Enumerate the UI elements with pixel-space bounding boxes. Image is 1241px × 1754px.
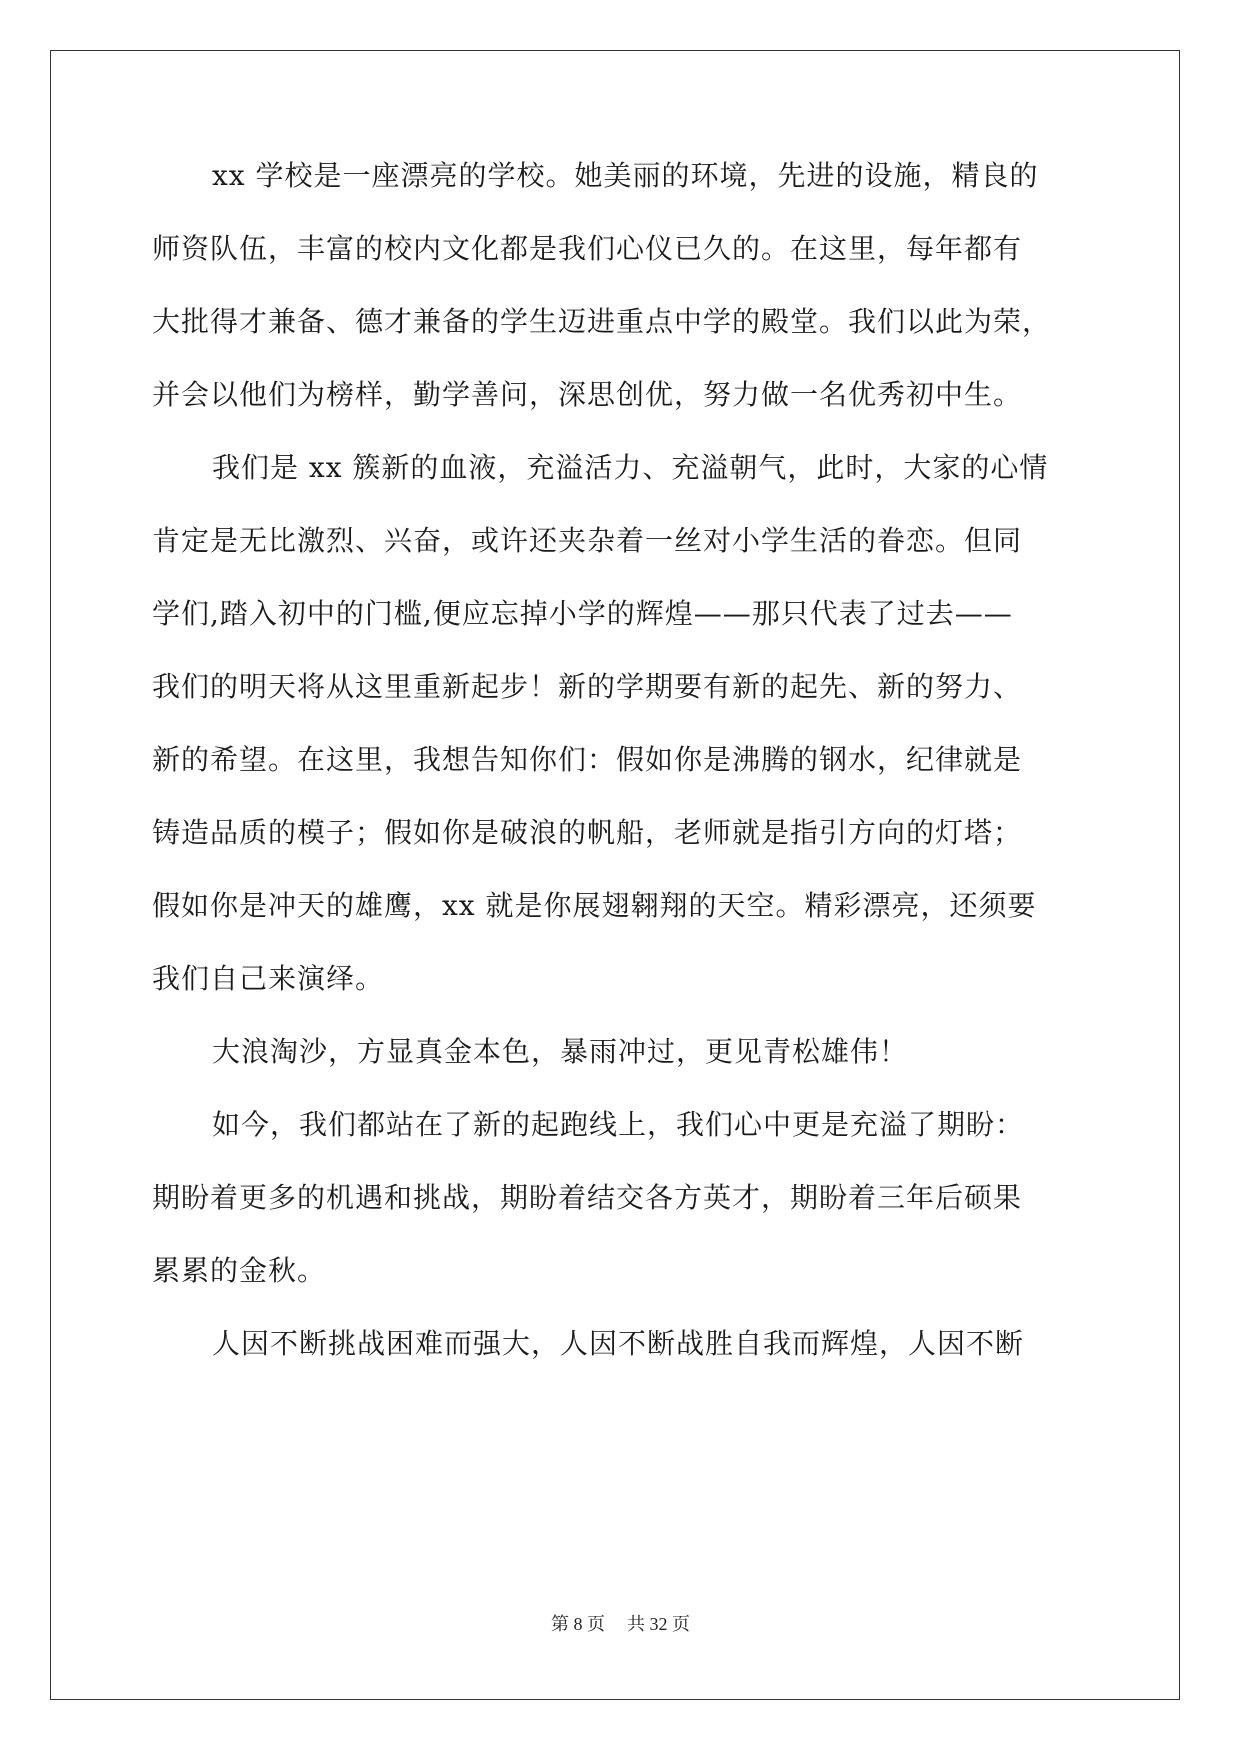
text-line: 大浪淘沙，方显真金本色，暴雨冲过，更见青松雄伟！ — [212, 1035, 909, 1068]
text-line: 肯定是无比激烈、兴奋，或许还夹杂着一丝对小学生活的眷恋。但同 — [152, 524, 1023, 557]
page-total: 共 32 页 — [627, 1614, 690, 1634]
text-line: 假如你是冲天的雄鹰，xx 就是你展翅翱翔的天空。精彩漂亮，还须要 — [152, 889, 1037, 922]
text-line: 累累的金秋。 — [152, 1254, 327, 1287]
text-line: 铸造品质的模子；假如你是破浪的帆船，老师就是指引方向的灯塔； — [152, 816, 1023, 849]
text-line: 学们,踏入初中的门槛,便应忘掉小学的辉煌——那只代表了过去—— — [152, 597, 1013, 630]
text-line: 我们自己来演绎。 — [152, 962, 385, 995]
text-line: 大批得才兼备、德才兼备的学生迈进重点中学的殿堂。我们以此为荣， — [152, 305, 1052, 338]
text-line: 期盼着更多的机遇和挑战，期盼着结交各方英才，期盼着三年后硕果 — [152, 1181, 1023, 1214]
page-number: 第 8 页 — [551, 1614, 605, 1634]
text-line: 新的希望。在这里，我想告知你们：假如你是沸腾的钢水，纪律就是 — [152, 743, 1023, 776]
text-line: xx 学校是一座漂亮的学校。她美丽的环境，先进的设施，精良的 — [212, 159, 1039, 192]
page-footer — [0, 1612, 1241, 1636]
text-line: 师资队伍，丰富的校内文化都是我们心仪已久的。在这里，每年都有 — [152, 232, 1023, 265]
page-border — [50, 50, 1180, 1700]
text-line: 人因不断挑战困难而强大，人因不断战胜自我而辉煌，人因不断 — [212, 1327, 1025, 1360]
text-line: 我们是 xx 簇新的血液，充溢活力、充溢朝气，此时，大家的心情 — [212, 451, 1049, 484]
text-line: 我们的明天将从这里重新起步！新的学期要有新的起先、新的努力、 — [152, 670, 1023, 703]
text-line: 并会以他们为榜样，勤学善问，深思创优，努力做一名优秀初中生。 — [152, 378, 1023, 411]
text-line: 如今，我们都站在了新的起跑线上，我们心中更是充溢了期盼： — [212, 1108, 1025, 1141]
